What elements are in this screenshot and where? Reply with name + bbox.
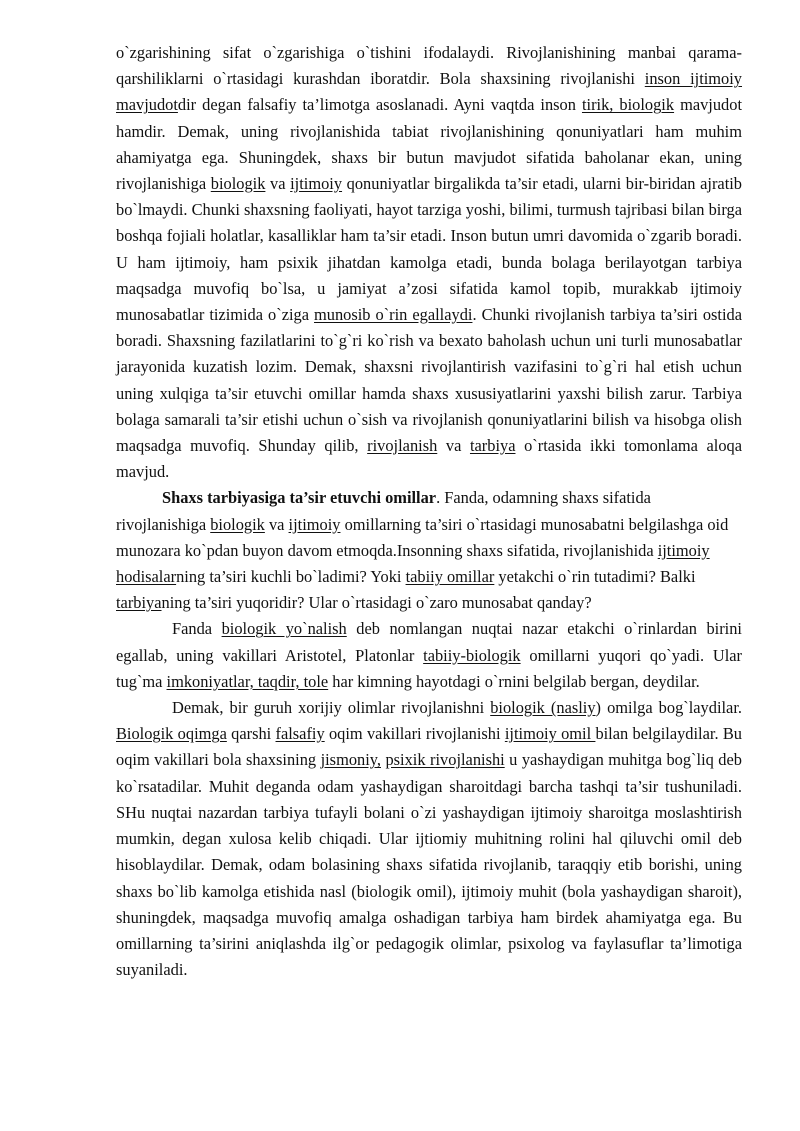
text-run: va [265,174,291,194]
text-run: Fanda [172,619,222,639]
section-heading: Shaxs tarbiyasiga ta’sir etuvchi omillar [162,488,437,508]
paragraph-biological-direction [116,616,742,695]
text-run: deb nomlangan nuqtai nazar etakchi o`rinlardan birini egallab, uning vakillari Aristotel, Platonlar [116,619,742,665]
text-run: o`zgarishining sifat o`zgarishiga o`tishini ifodalaydi. Rivojlanishining manbai qarama-qarshiliklarni o`rtasidagi kurashdan iboratdir. Bola shaxsining rivojlanishi [116,43,742,89]
underlined-term: mavjudot [116,95,178,115]
underlined-term: biologik [210,174,266,194]
underlined-term: tarbiya [116,593,162,613]
underlined-term: ijtimoiy omil [504,724,596,744]
text-run: omillarni yuqori qo`yadi. Ular tug`ma [116,645,743,691]
text-run: qonuniyatlar birgalikda ta’sir etadi, ularni bir-biridan ajratib bo`lmaydi. Chunki shaxsning faoliyati, hayot tarziga yoshi, bilimi, turmush tajribasi bilan birga boshqa fojiali holatlar, kasalliklar ham ta’sir etadi. Inson butun umri davomida o`zgarib boradi. U ham ijtimoiy, ham psixik jihatdan kamolga etadi, bunda bolaga berilayotgan tarbiya maqsadga muvofiq bo`lsa, u jamiyat a’zosi sifatida kamol topib, murakkab ijtimoiy munosabatlar tizimida o`ziga [116,174,742,325]
paragraph-influencing-factors [116,485,742,616]
underlined-term: falsafiy [275,724,325,744]
paragraph-social-factor [116,695,742,983]
text-run: va [264,514,289,534]
underlined-term: biologik yo`nalish [221,619,347,639]
text-run: ning ta’siri yuqoridir? Ular o`rtasidagi o`zaro munosabat qanday? [161,593,592,613]
text-run: mavjudot hamdir. Demak, uning rivojlanishida tabiat rivojlanishining qonuniyatlari ham muhim ahamiyatga ega. Shuningdek, shaxs bir butun mavjudot sifatida baholanar ekan, uning rivojlanishiga [116,95,743,194]
text-run: oqim vakillari rivojlanishi [324,724,505,744]
underlined-term: ijtimoiy hodisalar [116,540,710,587]
text-run: o`rtasida ikki tomonlama aloqa mavjud. [116,436,743,482]
underlined-term: biologik [210,514,265,534]
document-page [116,40,742,983]
text-run: omillarning ta’siri o`rtasidagi munosabatni belgilashga oid munozara ko`pdan buyon davom etmoqda.Insonning shaxs sifatida, rivojlanishida [116,514,729,560]
underlined-term: tabiiy omillar [405,567,495,587]
text-run: u yashaydigan muhitga bog`liq deb ko`rsatadilar. Muhit deganda odam yashaydigan sharoitdagi barcha tashqi ta’sir tushuniladi. SHu nuqtai nazardan tarbiya tufayli bolani o`zi yashaydigan ijtimoiy sharoitga moslashtirish mumkin, degan xulosa kelib chiqadi. Ular ijtiomiy muhitning rolini hal qiluvchi omil deb hisoblaydilar. Demak, odam bolasining shaxs sifatida rivojlanib, taraqqiy etib borishi, uning shaxs bo`lib kamolga etishida nasl (biologik omil), ijtimoiy muhit (bola yashaydigan sharoit), shuningdek, maqsadga muvofiq amalga oshadigan tarbiya ham birdek ahamiyatga ega. Bu omillarning ta’sirini aniqlashda ilg`or pedagogik olimlar, psixolog va faylasuflar ta’limotiga suyaniladi. [116,750,742,980]
underlined-term: biologik (nasliy [490,698,596,718]
underlined-term: imkoniyatlar, taqdir, tole [166,671,329,691]
underlined-term: tarbiya [469,436,516,456]
underlined-term: jismoniy, [320,750,381,770]
text-run: ) omilga bog`laydilar. [595,698,742,718]
text-run: Demak, bir guruh xorijiy olimlar rivojlanishni [172,698,491,718]
text-run: dir degan falsafiy ta’limotga asoslanadi. Ayni vaqtda inson [177,95,582,115]
underlined-term: Biologik oqimga [116,724,227,744]
underlined-term: munosib o`rin egallaydi [314,305,473,325]
underlined-term: rivojlanish [367,436,438,456]
text-run: qarshi [226,724,276,744]
underlined-term: tirik, biologik [581,95,675,115]
text-run: ning ta’siri kuchli bo`ladimi? Yoki [176,567,406,587]
underlined-term: inson ijtimoiy [644,69,743,89]
paragraph-development-sources [116,40,742,485]
underlined-term: ijtimoiy [290,174,343,194]
text-run: yetakchi o`rin tutadimi? Balki [494,567,696,587]
underlined-term: tabiiy-biologik [423,645,521,665]
text-run: va [437,436,470,456]
text-run: . Chunki rivojlanish tarbiya ta’siri ostida boradi. Shaxsning fazilatlarini to`g`ri ko`rish va bexato baholash uchun uni turli munosabatlar jarayonida kuzatish lozim. Demak, shaxsni rivojlantirish vazifasini to`g`ri hal etish uchun uning xulqiga ta’sir etuvchi omillar hamda shaxs xususiyatlarini yaxshi bilish zarur. Tarbiya bolaga samarali ta’sir etishi uchun o`sish va rivojlanish qonuniyatlarini bilish va hisobga olish maqsadga muvofiq. Shunday qilib, [116,305,742,456]
underlined-term: psixik rivojlanishi [385,750,505,770]
text-run: bilan belgilaydilar. Bu oqim vakillari bola shaxsining [116,724,742,770]
underlined-term: ijtimoiy [288,514,341,534]
text-run: . Fanda, odamning shaxs sifatida rivojlanishiga [116,488,651,534]
text-run: har kimning hayotdagi o`rnini belgilab bergan, deydilar. [328,671,700,691]
